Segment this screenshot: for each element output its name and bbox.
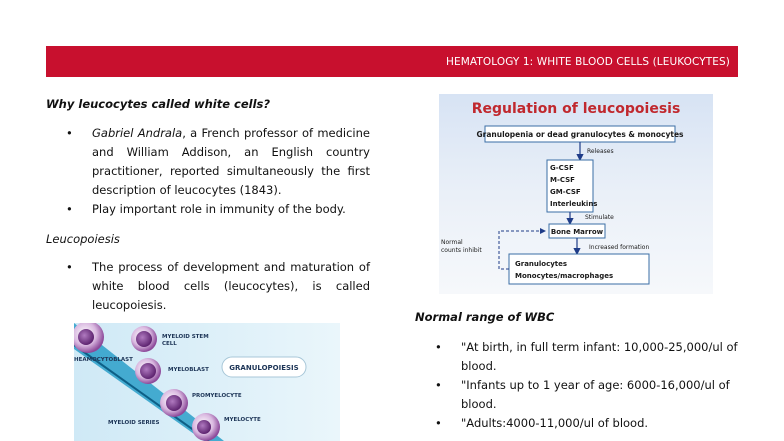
list-why-white-cells	[46, 124, 370, 219]
output-granulocytes: Granulocytes	[515, 260, 568, 268]
list-item	[46, 200, 370, 219]
bone-marrow-text: Bone Marrow	[550, 228, 604, 236]
list-leucopoiesis	[46, 258, 370, 315]
label-haemocytoblast: HEAMOCYTOBLAST	[74, 357, 133, 363]
stimulate-label: Stimulate	[585, 214, 614, 221]
list-item-text: "Adults:4000-11,000/ul of blood.	[461, 416, 649, 430]
label-myelocyte: MYELOCYTE	[224, 417, 261, 423]
list-item-text: The process of development and maturation of white blood cells (leucocytes), is called leucopoiesis.	[92, 260, 370, 312]
list-item	[415, 414, 740, 433]
granulopoiesis-figure	[74, 323, 340, 441]
label-myeloblast: MYELOBLAST	[168, 367, 209, 373]
header-bar	[46, 46, 738, 77]
list-item-text: "At birth, in full term infant: 10,000-25,000/ul of blood.	[461, 340, 738, 373]
label-myeloid-series: MYELOID SERIES	[108, 420, 160, 426]
bullet-icon: •	[66, 202, 73, 216]
bullet-icon: •	[435, 378, 442, 392]
regulation-title: Regulation of leucopoiesis	[471, 101, 681, 117]
list-normal-range	[415, 338, 740, 433]
heading-why-white-cells: Why leucocytes called white cells?	[46, 97, 271, 111]
label-myeloid-stem-cell: MYELOID STEM CELL	[162, 334, 209, 347]
label-promyelocyte: PROMYELOCYTE	[192, 393, 242, 399]
increased-label: Increased formation	[589, 244, 650, 251]
label-granulopoiesis: GRANULOPOIESIS	[229, 364, 299, 372]
bullet-icon: •	[435, 416, 442, 430]
output-monocytes: Monocytes/macrophages	[515, 272, 614, 280]
list-item-text: Play important role in immunity of the body.	[92, 202, 346, 216]
header-title: HEMATOLOGY 1: WHITE BLOOD CELLS (LEUKOCYTES)	[446, 56, 730, 68]
granulopoiesis-diagram	[74, 323, 340, 441]
granulopenia-text: Granulopenia or dead granulocytes & monocytes	[476, 130, 684, 139]
inhibit-label-2: counts inhibit	[441, 247, 482, 254]
list-item-text: , a French professor of medicine and William Addison, an English country practitioner, reported simultaneously the first description of leucocytes (1843).	[92, 126, 370, 197]
list-item-italic: Gabriel Andrala	[92, 126, 183, 140]
releases-label: Releases	[587, 148, 614, 155]
inhibit-label-1: Normal	[441, 239, 463, 246]
heading-leucopoiesis: Leucopoiesis	[46, 232, 120, 246]
regulation-figure	[439, 94, 713, 294]
list-item	[46, 124, 370, 200]
factor-mcsf: M-CSF	[550, 176, 575, 184]
factor-gmcsf: GM-CSF	[550, 188, 581, 196]
regulation-diagram	[439, 94, 713, 294]
bullet-icon: •	[66, 126, 73, 140]
list-item	[46, 258, 370, 315]
heading-normal-range: Normal range of WBC	[415, 310, 555, 324]
list-item	[415, 338, 740, 376]
factor-gcsf: G-CSF	[550, 164, 574, 172]
bullet-icon: •	[66, 260, 73, 274]
list-item	[415, 376, 740, 414]
factor-interleukins: Interleukins	[550, 200, 598, 208]
bullet-icon: •	[435, 340, 442, 354]
list-item-text: "Infants up to 1 year of age: 6000-16,000/ul of blood.	[461, 378, 730, 411]
